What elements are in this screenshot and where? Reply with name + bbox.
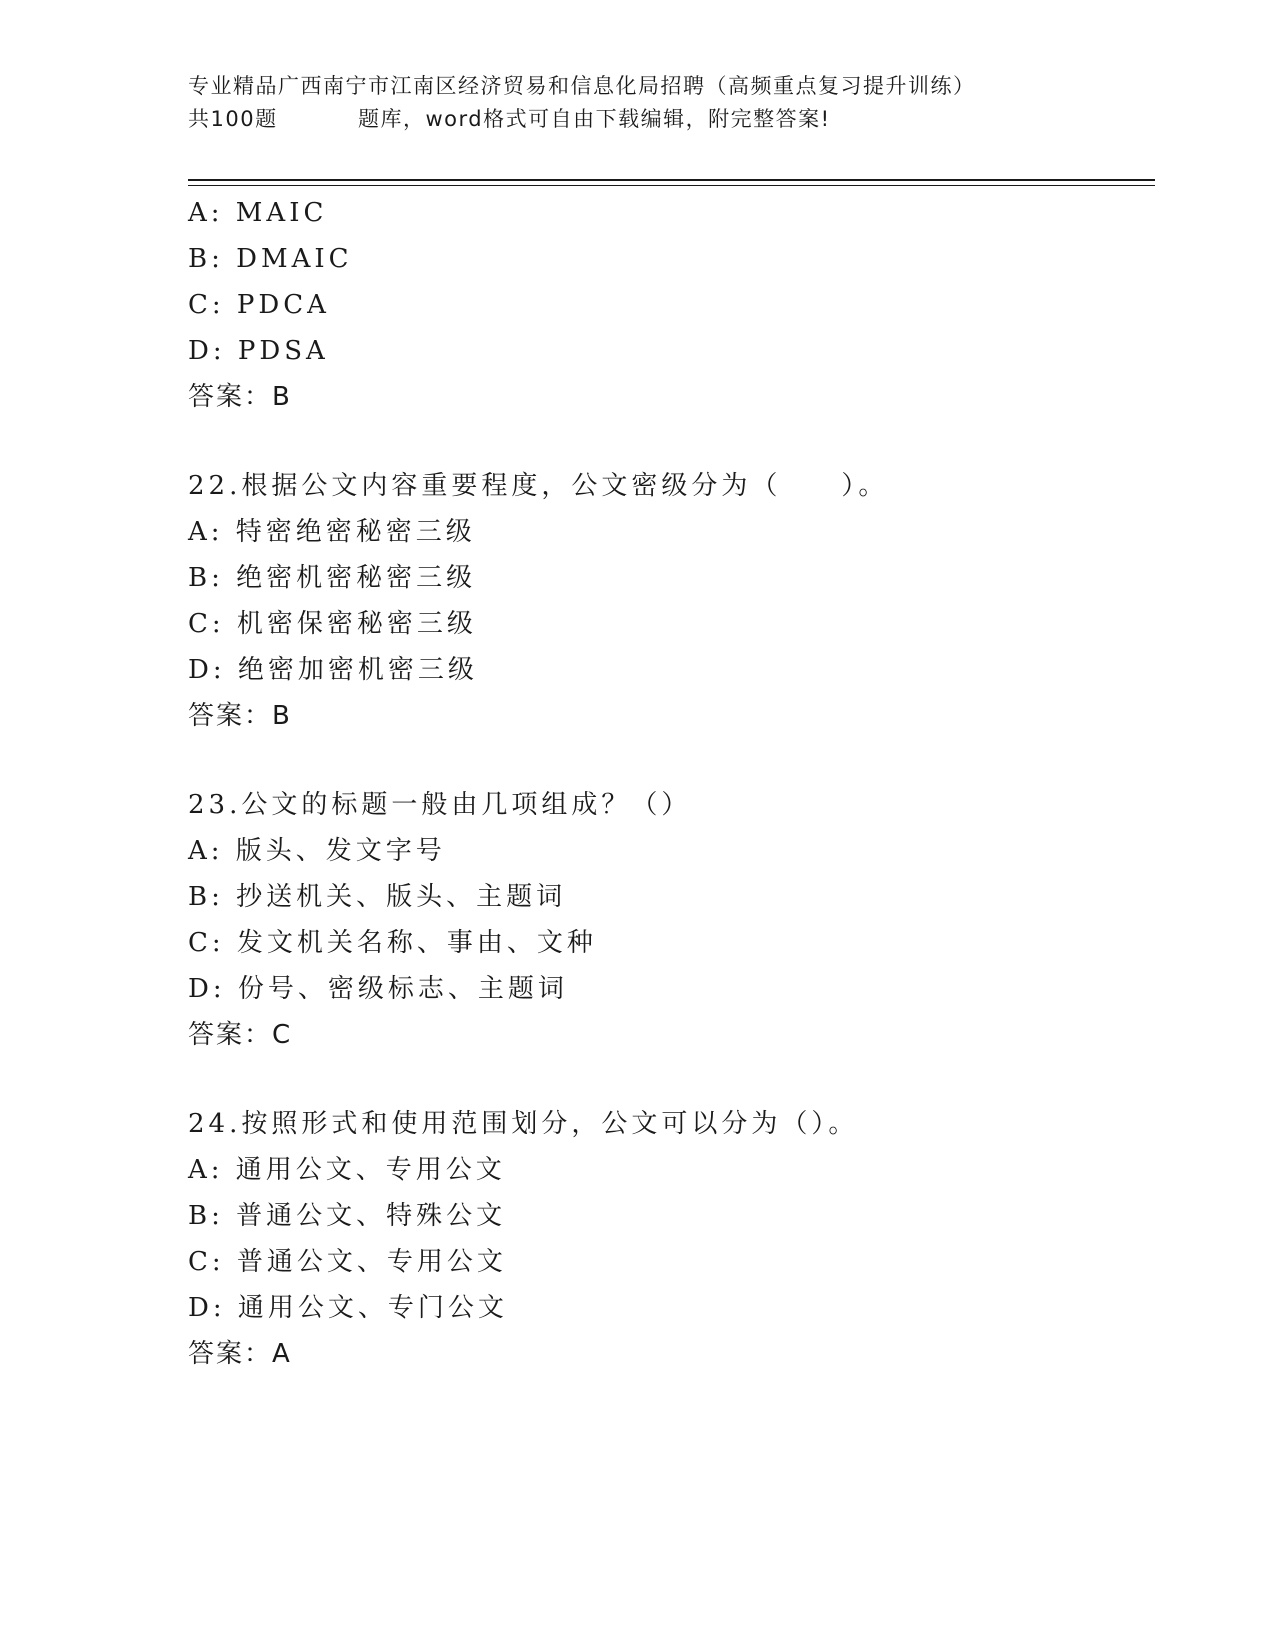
option-b: B: 绝密机密秘密三级 (188, 563, 477, 593)
spacer (188, 1058, 1148, 1101)
divider-thick (188, 179, 1155, 181)
option-a: A: MAIC (188, 198, 328, 228)
question-stem: 23.公文的标题一般由几项组成？（） (188, 790, 692, 820)
option-c: C: PDCA (188, 290, 330, 320)
document-description: 题库，word格式可自由下载编辑，附完整答案! (358, 107, 831, 131)
document-subtitle (188, 103, 1088, 136)
answer: 答案：C (188, 1020, 293, 1050)
question-block-24 (188, 1101, 1148, 1377)
divider-thin (188, 185, 1155, 186)
option-d: D: 通用公文、专门公文 (188, 1293, 508, 1323)
spacer (188, 420, 1148, 463)
question-stem: 24.按照形式和使用范围划分，公文可以分为（）。 (188, 1109, 859, 1139)
document-header (188, 70, 1088, 136)
question-block-23 (188, 782, 1148, 1058)
question-stem: 22.根据公文内容重要程度，公文密级分为（ ）。 (188, 471, 889, 501)
option-c: C: 普通公文、专用公文 (188, 1247, 507, 1277)
spacer (188, 739, 1148, 782)
option-b: B: 普通公文、特殊公文 (188, 1201, 507, 1231)
question-count: 共100题 (188, 107, 278, 131)
answer: 答案：B (188, 382, 292, 412)
question-list (188, 190, 1148, 1377)
question-block-prev (188, 190, 1148, 420)
document-title: 专业精品广西南宁市江南区经济贸易和信息化局招聘（高频重点复习提升训练） (188, 74, 976, 98)
option-a: A: 特密绝密秘密三级 (188, 517, 476, 547)
answer: 答案：A (188, 1339, 292, 1369)
question-block-22 (188, 463, 1148, 739)
header-divider (188, 179, 1155, 186)
answer: 答案：B (188, 701, 292, 731)
option-a: A: 版头、发文字号 (188, 836, 446, 866)
option-b: B: DMAIC (188, 244, 353, 274)
option-d: D: 绝密加密机密三级 (188, 655, 478, 685)
option-b: B: 抄送机关、版头、主题词 (188, 882, 567, 912)
option-d: D: 份号、密级标志、主题词 (188, 974, 568, 1004)
option-c: C: 发文机关名称、事由、文种 (188, 928, 597, 958)
option-d: D: PDSA (188, 336, 329, 366)
option-c: C: 机密保密秘密三级 (188, 609, 477, 639)
option-a: A: 通用公文、专用公文 (188, 1155, 506, 1185)
